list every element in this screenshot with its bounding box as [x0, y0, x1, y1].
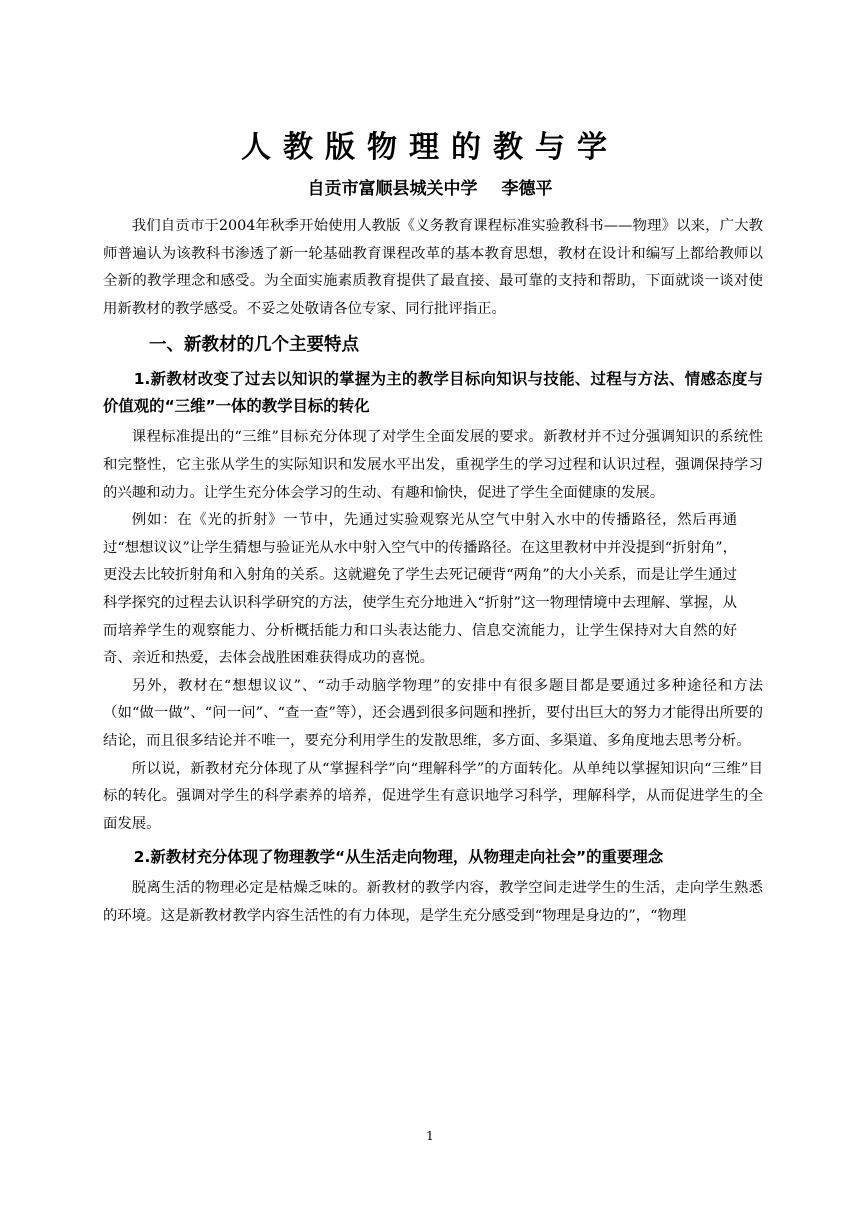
document-title: 人教版物理的教与学 — [241, 130, 619, 165]
subsection-heading-1: 1.新教材改变了过去以知识的掌握为主的教学目标向知识与技能、过程与方法、情感态度与价值观的“三维”一体的教学目标的转化 — [103, 370, 763, 416]
section-heading-1: 一、新教材的几个主要特点 — [149, 335, 359, 356]
intro-paragraph: 我们自贡市于2004年秋季开始使用人教版《义务教育课程标准实验教科书——物理》以来，广大教师普遍认为该教科书渗透了新一轮基础教育课程改革的基本教育思想，教材在设计和编写上都给教师以全新的教学理念和感受。为全面实施素质教育提供了最直接、最可靠的支持和帮助，下面就谈一谈对使用新教材的教学感受。不妥之处敬请各位专家、同行批评指正。 — [103, 218, 763, 317]
page-number: 1 — [426, 1129, 434, 1143]
document-body — [103, 213, 763, 930]
author-school: 自贡市富顺县城关中学 — [307, 179, 478, 199]
body-paragraph: 脱离生活的物理必定是枯燥乏味的。新教材的教学内容，教学空间走进学生的生活，走向学生熟悉的环境。这是新教材教学内容生活性的有力体现，是学生充分感受到“物理是身边的”，“物理 — [103, 880, 763, 924]
body-paragraph: 课程标准提出的“三维”目标充分体现了对学生全面发展的要求。新教材并不过分强调知识的系统性和完整性，它主张从学生的实际知识和发展水平出发，重视学生的学习过程和认识过程，强调保持学习的兴趣和动力。让学生充分体会学习的生动、有趣和愉快，促进了学生全面健康的发展。 — [103, 429, 763, 501]
subsection-heading-2: 2.新教材充分体现了物理教学“从生活走向物理，从物理走向社会”的重要理念 — [133, 848, 664, 867]
body-paragraph: 另外，教材在“想想议议”、“动手动脑学物理”的安排中有很多题目都是要通过多种途径和方法（如“做一做”、“问一问”、“查一查”等），还会遇到很多问题和挫折，要付出巨大的努力才能得出所要的结论，而且很多结论并不唯一，要充分利用学生的发散思维，多方面、多渠道、多角度地去思考分析。 — [103, 677, 763, 749]
author-name: 李德平 — [501, 179, 553, 199]
body-paragraph: 例如：在《光的折射》一节中，先通过实验观察光从空气中射入水中的传播路径，然后再通过“想想议议”让学生猜想与验证光从水中射入空气中的传播路径。在这里教材中并没提到“折射角”，更没去比较折射角和入射角的关系。这就避免了学生去死记硬背“两角”的大小关系，而是让学生通过科学探究的过程去认识科学研究的方法，使学生充分地进入“折射”这一物理情境中去理解、掌握，从而培养学生的观察能力、分析概括能力和口头表达能力、信息交流能力，让学生保持对大自然的好奇、亲近和热爱，去体会战胜困难获得成功的喜悦。 — [103, 512, 737, 667]
author-byline — [0, 176, 860, 202]
body-paragraph: 所以说，新教材充分体现了从“掌握科学”向“理解科学”的方面转化。从单纯以掌握知识向“三维”目标的转化。强调对学生的科学素养的培养，促进学生有意识地学习科学，理解科学，从而促进学生的全面发展。 — [103, 760, 763, 832]
